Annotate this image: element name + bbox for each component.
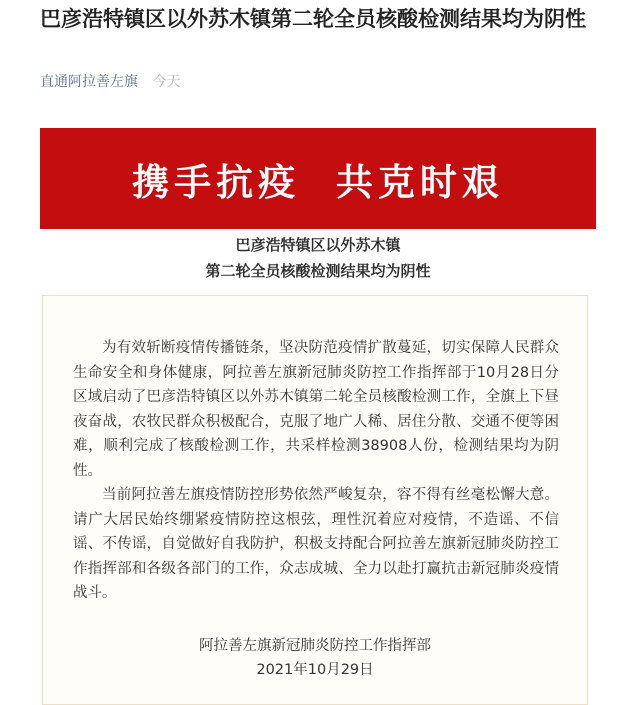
article-title: 巴彦浩特镇区以外苏木镇第二轮全员核酸检测结果均为阴性 bbox=[40, 7, 586, 31]
notice-body bbox=[73, 336, 559, 606]
account-name-link[interactable]: 直通阿拉善左旗 bbox=[40, 74, 138, 90]
notice-box bbox=[42, 295, 588, 705]
article-meta bbox=[40, 72, 180, 92]
banner-slogan: 携手抗疫 共克时艰 bbox=[132, 160, 504, 204]
publish-date: 今天 bbox=[152, 74, 181, 90]
notice-signature bbox=[43, 634, 587, 682]
subtitle-line-1: 巴彦浩特镇区以外苏木镇 bbox=[235, 236, 401, 254]
signature-date: 2021年10月29日 bbox=[256, 662, 374, 678]
notice-paragraph-1: 为有效斩断疫情传播链条，坚决防范疫情扩散蔓延，切实保障人民群众生命安全和身体健康，阿拉善左旗新冠肺炎防控工作指挥部于10月28日分区域启动了巴彦浩特镇区以外苏木镇第二轮全员核酸检测工作，全旗上下昼夜奋战，农牧民群众积极配合，克服了地广人稀、居住分散、交通不便等困难，顺利完成了核酸检测工作，共采样检测38908人份，检测结果均为阴性。 bbox=[73, 340, 559, 479]
signature-organization: 阿拉善左旗新冠肺炎防控工作指挥部 bbox=[199, 638, 431, 654]
notice-paragraph-2: 当前阿拉善左旗疫情防控形势依然严峻复杂，容不得有丝毫松懈大意。请广大居民始终绷紧疫情防控这根弦，理性沉着应对疫情，不造谣、不信谣、不传谣，自觉做好自我防护，积极支持配合阿拉善左旗新冠肺炎防控工作指挥部和各级各部门的工作，众志成城、全力以赴打赢抗击新冠肺炎疫情战斗。 bbox=[73, 487, 559, 601]
slogan-banner bbox=[40, 128, 596, 229]
subtitle-line-2: 第二轮全员核酸检测结果均为阴性 bbox=[205, 262, 431, 280]
article-subtitle bbox=[40, 232, 596, 284]
